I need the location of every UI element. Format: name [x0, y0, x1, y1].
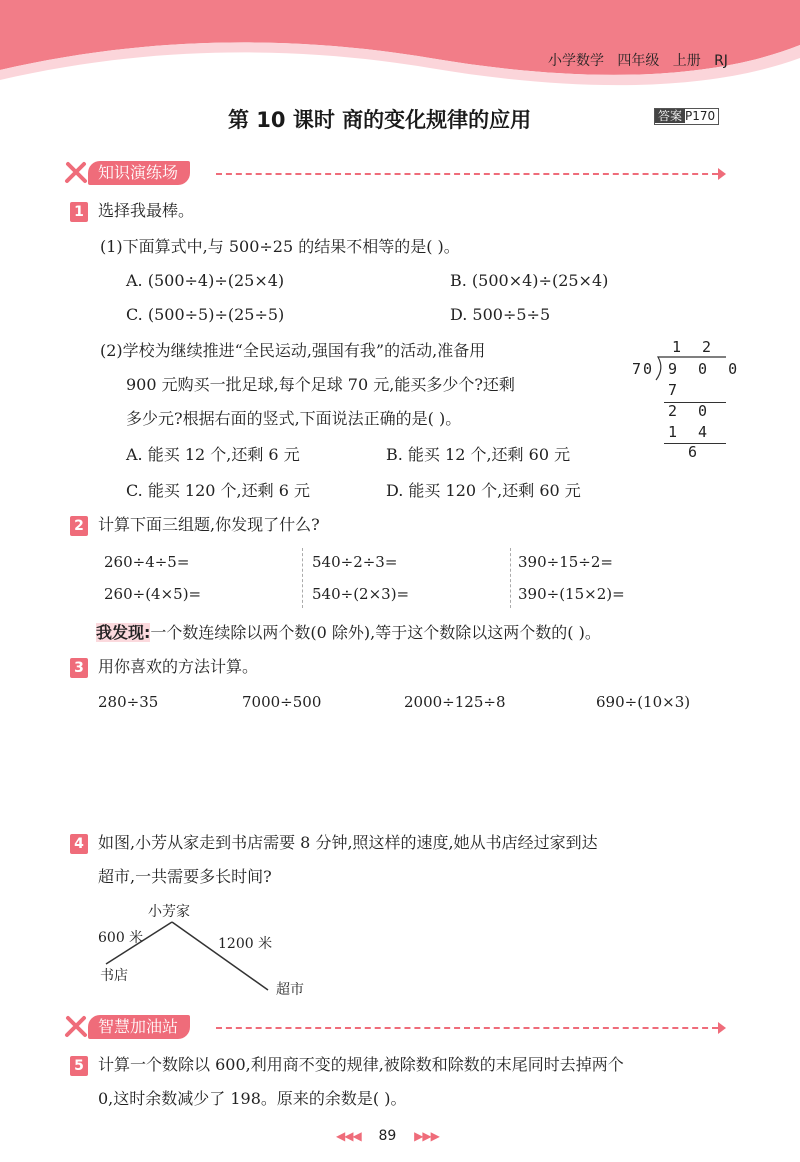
q4-line1: 如图,小芳从家走到书店需要 8 分钟,照这样的速度,她从书店经过家到达: [98, 833, 598, 852]
route-home-market: [172, 922, 268, 990]
long-division: [630, 338, 744, 463]
q1-part2-line2: 900 元购买一批足球,每个足球 70 元,能买多少个?还剩: [126, 375, 515, 394]
q2-group3-expr1: 390÷15÷2=: [518, 553, 613, 571]
q1-option-a[interactable]: A. (500÷4)÷(25×4): [126, 271, 285, 290]
q2-group3-expr2: 390÷(15×2)=: [518, 585, 625, 603]
question-number-4: 4: [70, 834, 88, 854]
lesson-title: 第 10 课时 商的变化规律的应用: [228, 108, 532, 132]
tools-icon: [64, 1014, 88, 1038]
q3-title: 用你喜欢的方法计算。: [98, 657, 259, 676]
next-arrows-icon: ▶▶▶: [414, 1129, 439, 1143]
grade-label: 四年级: [617, 53, 660, 69]
question-number-3: 3: [70, 658, 88, 678]
discovery-label: 我发现:: [96, 623, 151, 642]
q1-part2-option-c[interactable]: C. 能买 120 个,还剩 6 元: [126, 481, 310, 500]
division-remainder1: 2 0: [668, 402, 714, 420]
answer-tag: 答案: [655, 109, 685, 123]
answer-page: P170: [685, 109, 716, 123]
division-remainder: 6: [688, 443, 704, 461]
q1-part2-line1: (2)学校为继续推进“全民运动,强国有我”的活动,准备用: [100, 341, 486, 360]
label-home: 小芳家: [148, 904, 190, 920]
book-header: [548, 50, 728, 70]
tools-icon: [64, 160, 88, 184]
label-store: 书店: [100, 968, 128, 984]
q5-line1: 计算一个数除以 600,利用商不变的规律,被除数和除数的末尾同时去掉两个: [98, 1055, 624, 1074]
q1-part1-stem: (1)下面算式中,与 500÷25 的结果不相等的是( )。: [100, 237, 460, 256]
q3-item-4: 690÷(10×3): [596, 693, 691, 711]
section-boost: 智慧加油站: [88, 1015, 190, 1039]
q1-part2-option-b[interactable]: B. 能买 12 个,还剩 60 元: [386, 445, 571, 464]
q2-title: 计算下面三组题,你发现了什么?: [98, 515, 320, 534]
q2-discovery: [96, 622, 601, 644]
divider-arrow-icon: [718, 1022, 726, 1034]
division-divisor: 70: [632, 360, 655, 378]
division-step2: 1 4: [668, 423, 714, 441]
question-number-1: 1: [70, 202, 88, 222]
q2-group1-expr1: 260÷4÷5=: [104, 553, 190, 571]
book-name: 小学数学: [548, 53, 604, 69]
q1-option-b[interactable]: B. (500×4)÷(25×4): [450, 271, 609, 290]
q1-title: 选择我最棒。: [98, 201, 195, 220]
answer-reference[interactable]: [654, 108, 719, 125]
q2-group1-expr2: 260÷(4×5)=: [104, 585, 202, 603]
prev-arrows-icon: ◀◀◀: [336, 1129, 361, 1143]
discovery-text: 一个数连续除以两个数(0 除外),等于这个数除以这两个数的( )。: [150, 623, 601, 642]
section-practice: 知识演练场: [88, 161, 190, 185]
q1-part2-option-a[interactable]: A. 能买 12 个,还剩 6 元: [126, 445, 300, 464]
page-footer: [336, 1128, 439, 1144]
label-dist-store: 600 米: [98, 930, 144, 946]
q1-option-c[interactable]: C. (500÷5)÷(25÷5): [126, 305, 285, 324]
edition-label: RJ: [714, 53, 728, 69]
division-dividend: 9 0 0: [668, 360, 744, 378]
volume-label: 上册: [672, 53, 701, 69]
q2-group2-expr1: 540÷2÷3=: [312, 553, 398, 571]
section-divider: [216, 173, 718, 175]
q1-option-d[interactable]: D. 500÷5÷5: [450, 305, 551, 324]
division-step1: 7: [668, 381, 684, 399]
section-divider: [216, 1027, 718, 1029]
q3-item-1: 280÷35: [98, 693, 159, 711]
q2-separator-2: [510, 548, 511, 608]
q1-part2-option-d[interactable]: D. 能买 120 个,还剩 60 元: [386, 481, 581, 500]
label-market: 超市: [276, 982, 304, 998]
page-number: 89: [378, 1128, 397, 1144]
q2-separator-1: [302, 548, 303, 608]
question-number-2: 2: [70, 516, 88, 536]
q4-line2: 超市,一共需要多长时间?: [98, 867, 272, 886]
q3-item-2: 7000÷500: [242, 693, 322, 711]
q2-group2-expr2: 540÷(2×3)=: [312, 585, 410, 603]
header-band: [0, 0, 800, 90]
q5-line2: 0,这时余数减少了 198。原来的余数是( )。: [98, 1089, 407, 1108]
label-dist-market: 1200 米: [218, 936, 273, 952]
division-quotient: 1 2: [672, 338, 718, 356]
divider-arrow-icon: [718, 168, 726, 180]
q1-part2-line3: 多少元?根据右面的竖式,下面说法正确的是( )。: [126, 409, 462, 428]
q3-item-3: 2000÷125÷8: [404, 693, 506, 711]
question-number-5: 5: [70, 1056, 88, 1076]
